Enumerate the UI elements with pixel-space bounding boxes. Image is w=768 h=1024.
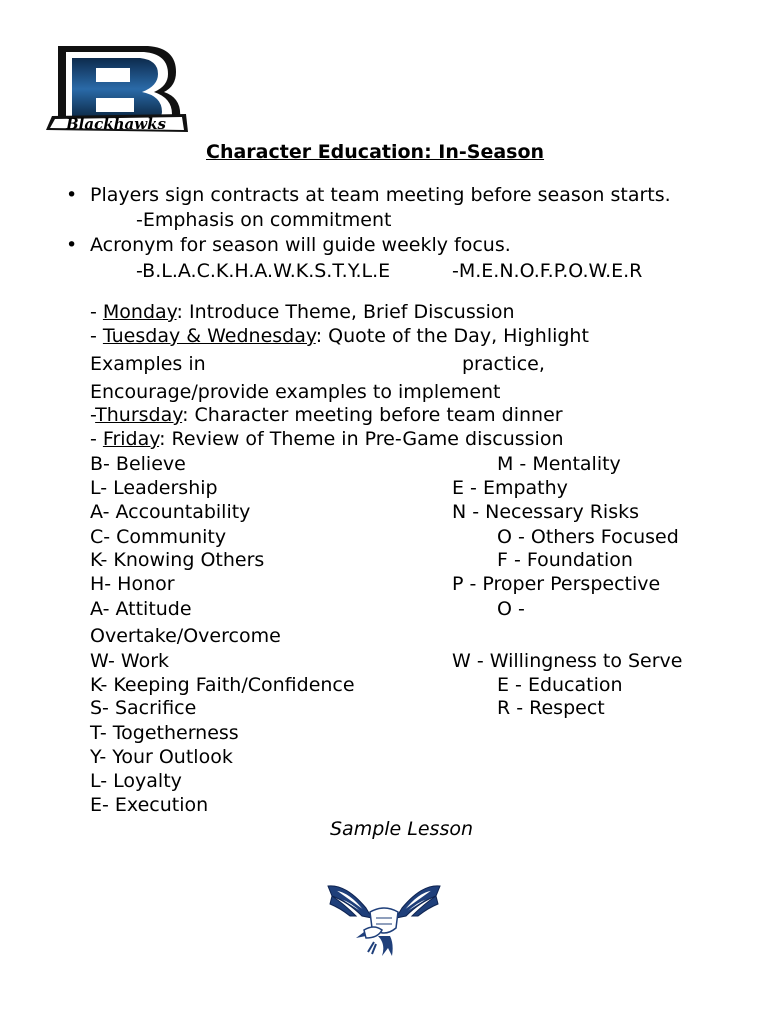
friday-label: Friday xyxy=(102,428,160,450)
list-item: T- Togetherness xyxy=(90,722,239,744)
list-item: E- Execution xyxy=(90,794,209,816)
monday-line xyxy=(90,300,515,324)
list-item: A- Accountability xyxy=(90,501,251,523)
friday-prefix: - xyxy=(90,428,103,450)
blackhawks-logo xyxy=(44,44,190,144)
list-item: W - Willingness to Serve xyxy=(452,650,683,672)
list-item: C- Community xyxy=(90,526,227,548)
acronym-blackhawkstyle: -B.L.A.C.K.H.A.W.K.S.T.Y.L.E xyxy=(136,260,391,282)
list-item: E - Education xyxy=(497,674,623,696)
bullet-1-text: Players sign contracts at team meeting before season starts. xyxy=(90,184,671,206)
list-item: F - Foundation xyxy=(497,549,633,571)
tuewed-prefix: - xyxy=(90,325,103,347)
list-item: P - Proper Perspective xyxy=(452,573,661,595)
list-item: K- Knowing Others xyxy=(90,549,265,571)
list-item: A- Attitude xyxy=(90,598,192,620)
list-item: N - Necessary Risks xyxy=(452,501,640,523)
acronym-menofpower: -M.E.N.O.F.P.O.W.E.R xyxy=(452,260,643,282)
practice-text: practice, xyxy=(462,353,545,375)
friday-line xyxy=(90,427,564,451)
logo-wordmark: Blackhawks xyxy=(66,115,166,133)
examples-in: Examples in xyxy=(90,353,206,375)
monday-text: : Introduce Theme, Brief Discussion xyxy=(176,301,515,323)
eagle-icon xyxy=(326,882,442,960)
bullet-icon: • xyxy=(66,234,78,256)
thursday-line xyxy=(90,403,563,427)
list-item: M - Mentality xyxy=(497,453,621,475)
list-item: B- Believe xyxy=(90,453,186,475)
sample-lesson: Sample Lesson xyxy=(330,818,474,840)
bullet-1-sub: -Emphasis on commitment xyxy=(136,209,392,231)
list-item: R - Respect xyxy=(497,697,605,719)
thursday-label: Thursday xyxy=(95,404,183,426)
encourage-line: Encourage/provide examples to implement xyxy=(90,381,501,403)
list-item: O - xyxy=(497,598,525,620)
thursday-prefix: - xyxy=(90,404,96,426)
thursday-text: : Character meeting before team dinner xyxy=(182,404,563,426)
list-item: K- Keeping Faith/Confidence xyxy=(90,674,355,696)
monday-prefix: - xyxy=(90,301,103,323)
list-item: O - Others Focused xyxy=(497,526,679,548)
list-item: E - Empathy xyxy=(452,477,568,499)
list-item: L- Loyalty xyxy=(90,770,182,792)
list-item: W- Work xyxy=(90,650,170,672)
list-item: Y- Your Outlook xyxy=(90,746,233,768)
list-item: L- Leadership xyxy=(90,477,218,499)
tuewed-text: : Quote of the Day, Highlight xyxy=(315,325,589,347)
bullet-2-text: Acronym for season will guide weekly focus. xyxy=(90,234,511,256)
tuewed-line xyxy=(90,324,589,348)
list-item-continuation: Overtake/Overcome xyxy=(90,625,281,647)
bullet-icon: • xyxy=(66,184,78,206)
page-title: Character Education: In-Season xyxy=(206,141,545,163)
monday-label: Monday xyxy=(102,301,177,323)
list-item: S- Sacrifice xyxy=(90,697,197,719)
list-item: H- Honor xyxy=(90,573,175,595)
friday-text: : Review of Theme in Pre-Game discussion xyxy=(159,428,564,450)
tuewed-label: Tuesday & Wednesday xyxy=(102,325,316,347)
